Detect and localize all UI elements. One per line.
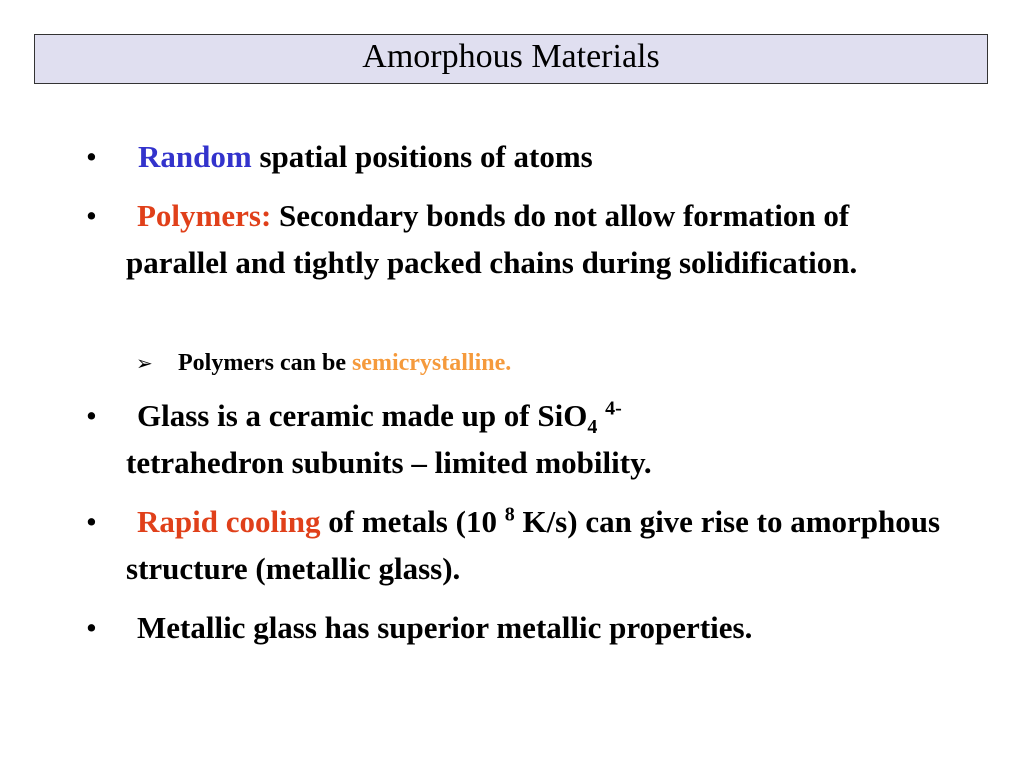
- sub-bullet-text: [178, 348, 511, 378]
- superscript-charge: 4-: [605, 397, 622, 420]
- slide-title: Amorphous Materials: [362, 38, 660, 75]
- arrow-bullet-icon: ➢: [136, 351, 153, 375]
- bullet-body: Metallic glass has superior metallic properties.: [137, 610, 753, 645]
- highlight-polymers: Polymers:: [137, 198, 272, 233]
- bullet-marker: •: [86, 198, 97, 233]
- bullet-body-before: Glass is a ceramic made up of SiO: [137, 398, 588, 433]
- bullet-marker: •: [86, 398, 97, 433]
- bullet-marker: •: [86, 610, 97, 645]
- bullet-body: spatial positions of atoms: [259, 139, 593, 174]
- bullet-marker: •: [86, 139, 97, 174]
- bullet-body-before: of metals (10: [328, 504, 497, 539]
- subscript-4: 4: [587, 416, 598, 439]
- bullet-text: [126, 192, 936, 286]
- highlight-random: Random: [138, 139, 252, 174]
- bullet-text: [137, 604, 957, 651]
- bullet-marker: •: [86, 504, 97, 539]
- bullet-body: Secondary bonds do not allow formation of parallel and tightly packed chains during solidification.: [126, 198, 858, 280]
- bullet-body-after: K/s) can give rise to amorphous structure (metallic glass).: [126, 504, 941, 586]
- bullet-body-after: tetrahedron subunits – limited mobility.: [126, 445, 652, 480]
- highlight-rapid-cooling: Rapid cooling: [137, 504, 321, 539]
- bullet-text: [138, 133, 958, 180]
- sub-bullet-body: Polymers can be: [178, 350, 346, 376]
- bullet-text: [126, 392, 946, 486]
- highlight-semicrystalline: semicrystalline.: [351, 350, 512, 376]
- bullet-text: [126, 498, 946, 592]
- superscript-exponent: 8: [504, 503, 515, 526]
